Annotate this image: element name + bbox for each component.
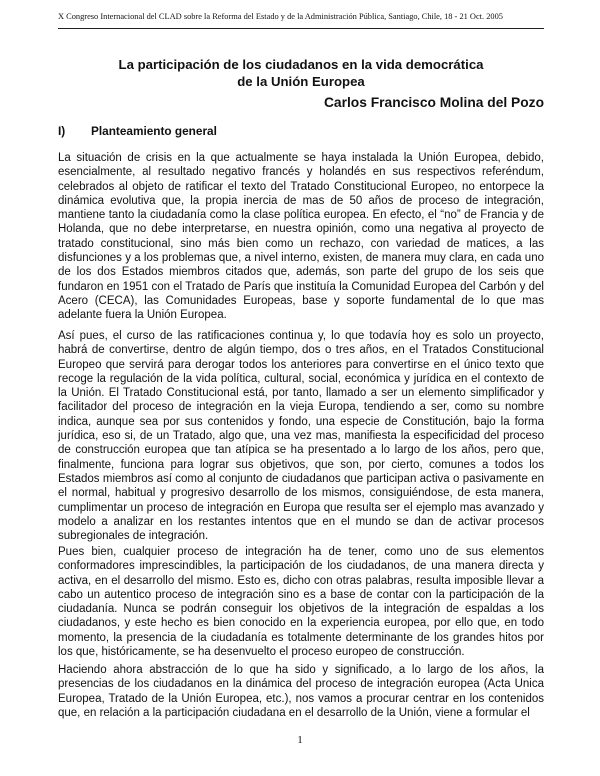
title-line-1: La participación de los ciudadanos en la vida democrática xyxy=(118,57,484,72)
body-paragraph: Pues bien, cualquier proceso de integración ha de tener, como uno de sus elementos conformadores imprescindibles, la participación de los ciudadanos, de una manera directa y activa, en el desarrollo del mismo. Esto es, dicho con otras palabras, resulta imposible llevar a cabo un autentico proceso de integración sino es a base de contar con la participación de la ciudadanía. Nunca se podrán conseguir los objetivos de la integración de espaldas a los ciudadanos, y este hecho es bien conocido en la experiencia europea, por ello que, en todo momento, la presencia de la ciudadanía es totalmente determinante de los grandes hitos por los que, históricamente, se ha desenvuelto el proceso europeo de construcción. xyxy=(58,546,544,659)
title-line-2: de la Unión Europea xyxy=(237,74,365,89)
page-number: 1 xyxy=(297,734,303,746)
body-paragraph: La situación de crisis en la que actualmente se haya instalada la Unión Europea, debido, esencialmente, al resultado negativo francés y holandés en sus respectivos referéndum, celebrados al objeto de ratificar el texto del Tratado Constitucional Europeo, no entorpece la dinámica evolutiva que, la propia inercia de mas de 50 años de proceso de integración, mantiene tanto la ciudadanía como la clase política europea. En efecto, el “no” de Francia y de Holanda, que no debe interpretarse, en nuestra opinión, como una negativa al proyecto de tratado constitucional, sino más bien como un rechazo, con variedad de matices, a las disfunciones y a los problemas que, a nivel interno, existen, de manera muy clara, en cada uno de los dos Estados miembros citados que, además, son parte del grupo de los seis que fundaron en 1951 con el Tratado de París que instituía la Comunidad Europea del Carbón y del Acero (CECA), las Comunidades Europeas, base y soporte fundamental de lo que mas adelante fuera la Unión Europea. xyxy=(58,152,544,322)
document-title xyxy=(58,56,544,90)
section-heading xyxy=(58,123,217,139)
section-title: Planteamiento general xyxy=(91,124,217,138)
body-paragraph: Haciendo ahora abstracción de lo que ha sido y significado, a lo largo de los años, la presencias de los ciudadanos en la dinámica del proceso de integración europea (Acta Unica Europea, Tratado de la Unión Europea, etc.), nos vamos a procurar centrar en los contenidos que, en relación a la participación ciudadana en el desarrollo de la Unión, viene a formular el xyxy=(58,664,544,719)
section-number: I) xyxy=(58,124,66,138)
author-name: Carlos Francisco Molina del Pozo xyxy=(323,95,544,110)
body-paragraph: Así pues, el curso de las ratificaciones continua y, lo que todavía hoy es solo un proyecto, habrá de convertirse, dentro de algún tiempo, dos o tres años, en el Tratados Constitucional Europeo que servirá para derogar todos los anteriores para convertirse en el único texto que recoge la regulación de la vida política, cultural, social, económica y jurídica en el contexto de la Unión. El Tratado Constitucional está, por tanto, llamado a ser un elemento simplificador y facilitador del proceso de integración en la vieja Europa, tendiendo a ser, como su nombre indica, aunque sea por sus contenidos y fondo, una especie de Constitución, bajo la forma jurídica, eso si, de un Tratado, algo que, una vez mas, manifiesta la especificidad del proceso de construcción europea que tan atípica se ha presentado a lo largo de los años, pero que, finalmente, funciona para lograr sus objetivos, que son, por cierto, comunes a todos los Estados miembros así como al conjunto de ciudadanos que participan activa o pasivamente en el normal, habitual y progresivo desarrollo de los mismos, consiguiéndose, de esta manera, cumplimentar un proceso de integración en Europa que resulta ser el ejemplo mas avanzado y modelo a analizar en los restantes intentos que en el mundo se dan de activar procesos subregionales de integración. xyxy=(58,330,544,543)
running-header: X Congreso Internacional del CLAD sobre la Reforma del Estado y de la Administración Pública, Santiago, Chile, 18 - 21 Oct. 2005 xyxy=(58,12,503,21)
header-divider xyxy=(58,28,544,29)
